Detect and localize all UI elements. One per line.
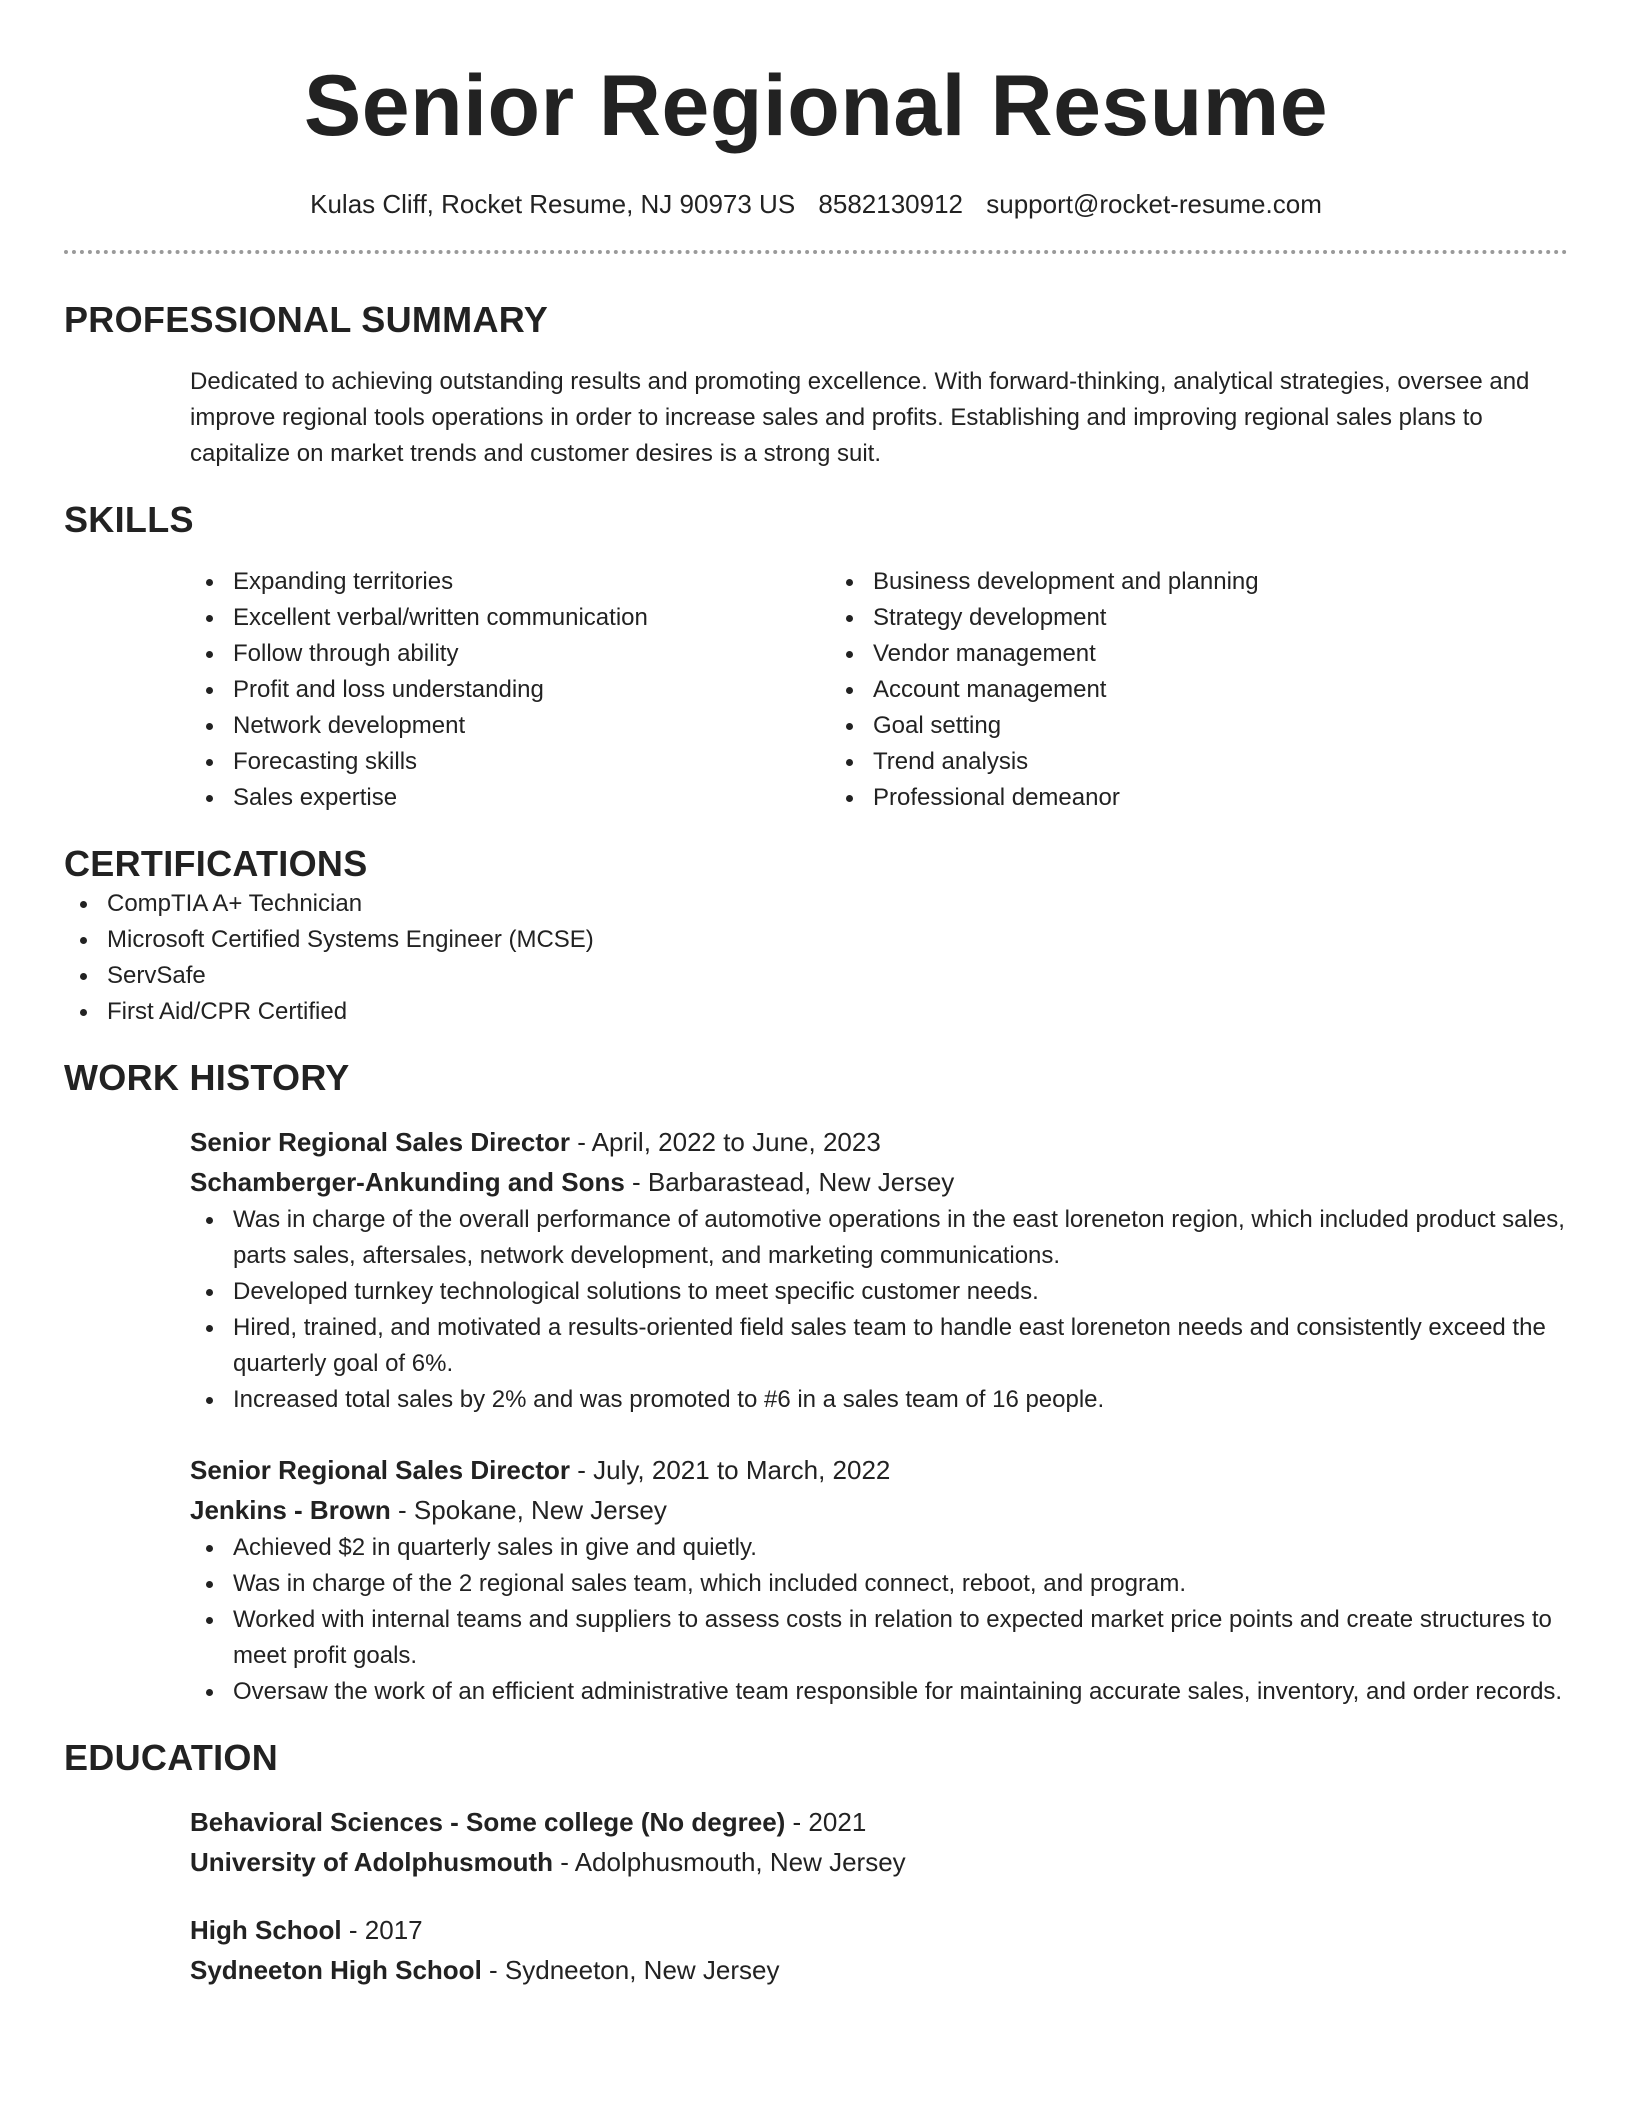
job-entry [190,1450,1568,1710]
job-title-line [190,1122,1568,1162]
education-year: - 2021 [785,1807,867,1837]
education-school-line [190,1842,1568,1882]
skill-item: Strategy development [873,600,1470,636]
skill-item: Expanding territories [233,564,830,600]
skill-item: Goal setting [873,708,1470,744]
job-duty: Hired, trained, and motivated a results-oriented field sales team to handle east loreneton needs and consistently exceed the quarterly goal of 6%. [233,1310,1568,1382]
skills-heading: SKILLS [64,499,194,540]
job-location: - Barbarastead, New Jersey [624,1167,955,1197]
education-entry [190,1910,1568,1990]
job-title-line [190,1450,1568,1490]
education-school-line [190,1950,1568,1990]
contact-email: support@rocket-resume.com [986,189,1322,219]
certification-item: Microsoft Certified Systems Engineer (MCSE) [107,922,1568,958]
job-duty: Achieved $2 in quarterly sales in give and quietly. [233,1530,1568,1566]
education-degree: Behavioral Sciences - Some college (No degree) [190,1807,786,1837]
skill-item: Sales expertise [233,780,830,816]
certification-item: First Aid/CPR Certified [107,994,1568,1030]
contact-address: Kulas Cliff, Rocket Resume, NJ 90973 US [310,189,796,219]
skill-item: Vendor management [873,636,1470,672]
resume-name: Senior Regional Resume [303,58,1329,154]
header-divider [64,250,1568,254]
skill-item: Excellent verbal/written communication [233,600,830,636]
education-location: - Adolphusmouth, New Jersey [553,1847,906,1877]
education-degree-line [190,1910,1568,1950]
skill-item: Follow through ability [233,636,830,672]
contact-info [64,186,1568,222]
education-location: - Sydneeton, New Jersey [481,1955,780,1985]
certifications-heading: CERTIFICATIONS [64,843,368,884]
job-duty: Increased total sales by 2% and was promoted to #6 in a sales team of 16 people. [233,1382,1568,1418]
skill-item: Trend analysis [873,744,1470,780]
skill-item: Network development [233,708,830,744]
education-school: Sydneeton High School [190,1955,482,1985]
job-duty: Was in charge of the 2 regional sales team, which included connect, reboot, and program. [233,1566,1568,1602]
job-duty: Worked with internal teams and suppliers to assess costs in relation to expected market price points and create structures to meet profit goals. [233,1602,1568,1674]
job-duties-list [190,1202,1568,1418]
summary-text: Dedicated to achieving outstanding results and promoting excellence. With forward-thinking, analytical strategies, oversee and improve regional tools operations in order to increase sales and profits. Establishing and improving regional sales plans to capitalize on market trends and customer desires is a strong suit. [190,368,1530,467]
job-duties-list [190,1530,1568,1710]
job-location: - Spokane, New Jersey [390,1495,667,1525]
job-dates: - April, 2022 to June, 2023 [570,1127,881,1157]
skills-list-right [830,564,1470,816]
job-duty: Was in charge of the overall performance of automotive operations in the east loreneton region, which included product sales, parts sales, aftersales, network development, and marketing communications. [233,1202,1568,1274]
education-degree-line [190,1802,1568,1842]
education-entry [190,1802,1568,1882]
skill-item: Forecasting skills [233,744,830,780]
skills-columns [190,564,1568,816]
education-year: - 2017 [341,1915,423,1945]
education-heading: EDUCATION [64,1737,279,1778]
job-duty: Developed turnkey technological solutions to meet specific customer needs. [233,1274,1568,1310]
certification-item: CompTIA A+ Technician [107,886,1568,922]
job-role: Senior Regional Sales Director [190,1127,571,1157]
work-history-heading: WORK HISTORY [64,1057,350,1098]
certification-item: ServSafe [107,958,1568,994]
skill-item: Profit and loss understanding [233,672,830,708]
education-degree: High School [190,1915,342,1945]
job-entry [190,1122,1568,1418]
summary-heading: PROFESSIONAL SUMMARY [64,299,549,340]
certifications-list [64,886,1568,1030]
job-role: Senior Regional Sales Director [190,1455,571,1485]
job-company: Jenkins - Brown [190,1495,391,1525]
skill-item: Professional demeanor [873,780,1470,816]
education-school: University of Adolphusmouth [190,1847,554,1877]
job-company: Schamberger-Ankunding and Sons [190,1167,625,1197]
job-company-line [190,1162,1568,1202]
job-dates: - July, 2021 to March, 2022 [570,1455,891,1485]
contact-phone: 8582130912 [818,189,964,219]
skill-item: Business development and planning [873,564,1470,600]
job-company-line [190,1490,1568,1530]
skills-list-left [190,564,830,816]
job-duty: Oversaw the work of an efficient administrative team responsible for maintaining accurate sales, inventory, and order records. [233,1674,1568,1710]
skill-item: Account management [873,672,1470,708]
